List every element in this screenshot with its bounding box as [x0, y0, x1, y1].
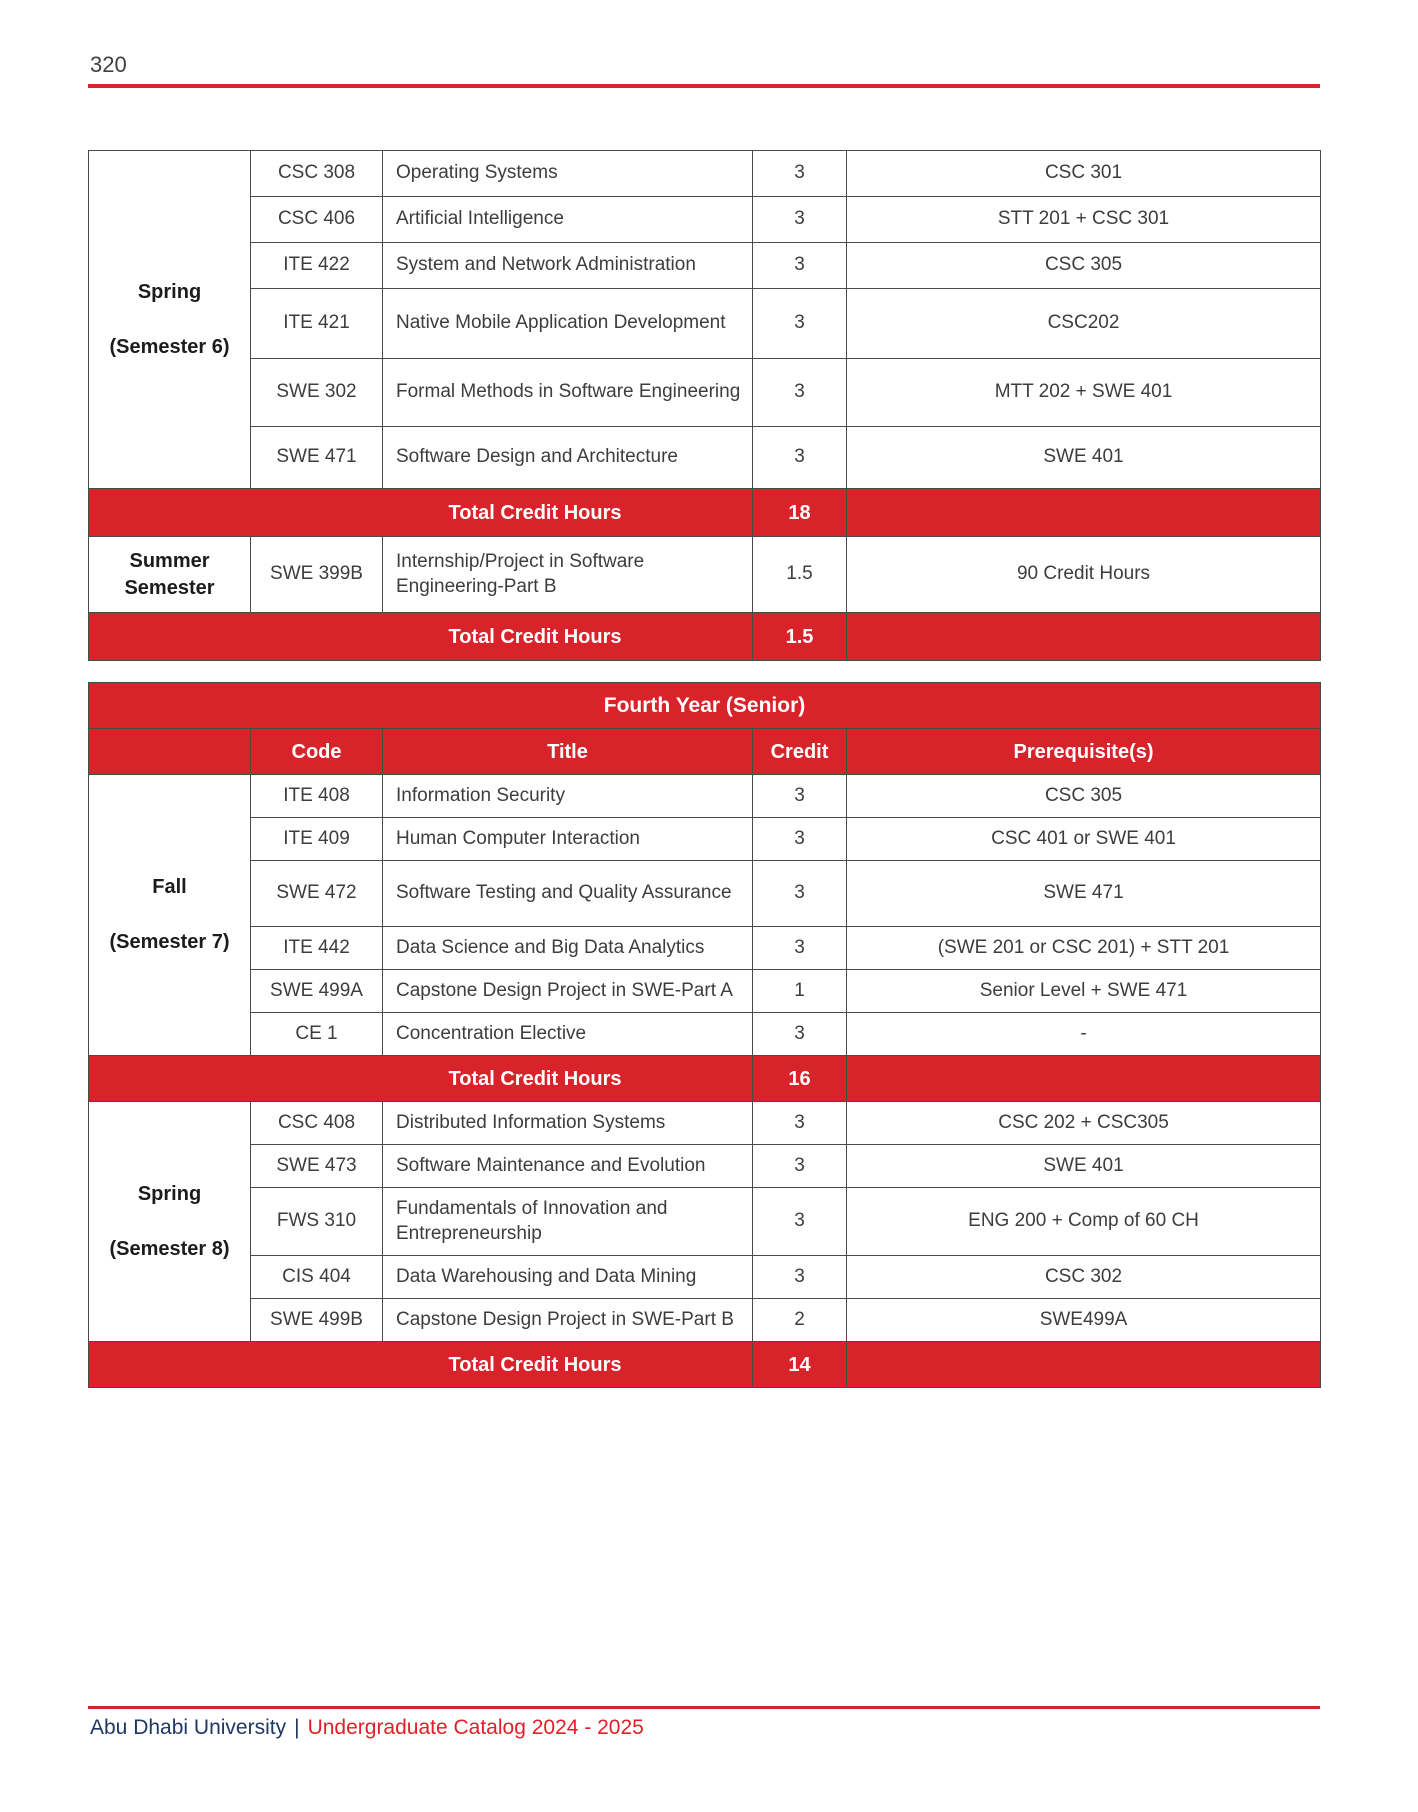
credit-hours: 2: [753, 1299, 847, 1342]
credit-hours: 3: [753, 861, 847, 927]
course-title: Data Science and Big Data Analytics: [383, 927, 753, 970]
table-row: [89, 818, 1321, 861]
total-credit-hours-row: [89, 1056, 1321, 1102]
semester-number: (Semester 8): [109, 1237, 230, 1260]
course-code: ITE 422: [251, 243, 383, 289]
semester-number: (Semester 6): [109, 335, 230, 358]
table-row: [89, 1145, 1321, 1188]
total-label: Total Credit Hours: [89, 489, 753, 537]
course-code: SWE 471: [251, 427, 383, 489]
total-label: Total Credit Hours: [89, 1056, 753, 1102]
table-row: [89, 1299, 1321, 1342]
table-row: [89, 243, 1321, 289]
course-title: Native Mobile Application Development: [383, 289, 753, 359]
total-value: 18: [753, 489, 847, 537]
credit-hours: 3: [753, 1013, 847, 1056]
course-code: CIS 404: [251, 1256, 383, 1299]
column-header-credit: Credit: [753, 729, 847, 775]
table-row: [89, 1256, 1321, 1299]
semester-name: Summer: [129, 549, 210, 572]
credit-hours: 3: [753, 1256, 847, 1299]
prerequisite: MTT 202 + SWE 401: [847, 359, 1321, 427]
course-title: Concentration Elective: [383, 1013, 753, 1056]
table-row: [89, 359, 1321, 427]
prerequisite: ENG 200 + Comp of 60 CH: [847, 1188, 1321, 1256]
course-code: FWS 310: [251, 1188, 383, 1256]
course-title: Fundamentals of Innovation and Entrepreneurship: [383, 1188, 753, 1256]
course-code: CSC 406: [251, 197, 383, 243]
semester-number: (Semester 7): [109, 931, 230, 953]
prerequisite: SWE 471: [847, 861, 1321, 927]
total-blank-cell: [847, 1056, 1321, 1102]
table-row: [89, 861, 1321, 927]
total-value: 1.5: [753, 613, 847, 661]
course-title: Software Testing and Quality Assurance: [383, 861, 753, 927]
course-title: Formal Methods in Software Engineering: [383, 359, 753, 427]
course-title: Human Computer Interaction: [383, 818, 753, 861]
footer-rule: [88, 1706, 1320, 1709]
page-number: 320: [90, 52, 127, 77]
table-row: [89, 970, 1321, 1013]
total-credit-hours-row: [89, 489, 1321, 537]
total-label: Total Credit Hours: [89, 613, 753, 661]
prerequisite: CSC 305: [847, 243, 1321, 289]
total-blank-cell: [847, 613, 1321, 661]
table-row: [89, 427, 1321, 489]
prerequisite: CSC 302: [847, 1256, 1321, 1299]
table-row: [89, 1102, 1321, 1145]
prerequisite: CSC202: [847, 289, 1321, 359]
course-code: ITE 409: [251, 818, 383, 861]
credit-hours: 3: [753, 243, 847, 289]
prerequisite: CSC 301: [847, 151, 1321, 197]
prerequisite: Senior Level + SWE 471: [847, 970, 1321, 1013]
prerequisite: STT 201 + CSC 301: [847, 197, 1321, 243]
credit-hours: 3: [753, 927, 847, 970]
semester-cell: [89, 1102, 251, 1342]
spring-summer-course-table: [88, 150, 1321, 661]
semester-cell: [89, 775, 251, 1056]
credit-hours: 3: [753, 1145, 847, 1188]
prerequisite: CSC 202 + CSC305: [847, 1102, 1321, 1145]
table-row: [89, 289, 1321, 359]
table-row: [89, 197, 1321, 243]
course-code: ITE 421: [251, 289, 383, 359]
column-header-prerequisites: Prerequisite(s): [847, 729, 1321, 775]
column-header-code: Code: [251, 729, 383, 775]
course-title: Internship/Project in Software Engineering-Part B: [383, 537, 753, 613]
prerequisite: 90 Credit Hours: [847, 537, 1321, 613]
semester-cell: [89, 151, 251, 489]
prerequisite: -: [847, 1013, 1321, 1056]
fourth-year-senior-table: [88, 682, 1321, 1388]
course-title: System and Network Administration: [383, 243, 753, 289]
course-code: ITE 442: [251, 927, 383, 970]
semester-name: Spring: [137, 1182, 202, 1205]
course-title: Capstone Design Project in SWE-Part B: [383, 1299, 753, 1342]
course-title: Artificial Intelligence: [383, 197, 753, 243]
total-credit-hours-row: [89, 613, 1321, 661]
course-title: Capstone Design Project in SWE-Part A: [383, 970, 753, 1013]
table-row: [89, 1013, 1321, 1056]
footer-separator: |: [294, 1716, 300, 1739]
course-title: Distributed Information Systems: [383, 1102, 753, 1145]
prerequisite: SWE 401: [847, 1145, 1321, 1188]
footer: [90, 1716, 644, 1740]
course-code: SWE 399B: [251, 537, 383, 613]
semester-name-line2: Semester: [124, 576, 215, 599]
credit-hours: 1.5: [753, 537, 847, 613]
total-value: 16: [753, 1056, 847, 1102]
footer-catalog: Undergraduate Catalog 2024 - 2025: [307, 1716, 644, 1739]
table-title-row: [89, 683, 1321, 729]
prerequisite: SWE499A: [847, 1299, 1321, 1342]
footer-university: Abu Dhabi University: [90, 1716, 287, 1739]
course-code: SWE 473: [251, 1145, 383, 1188]
credit-hours: 3: [753, 427, 847, 489]
table-row: [89, 1188, 1321, 1256]
credit-hours: 3: [753, 359, 847, 427]
prerequisite: CSC 305: [847, 775, 1321, 818]
table-row: [89, 927, 1321, 970]
column-header-title: Title: [383, 729, 753, 775]
course-code: SWE 302: [251, 359, 383, 427]
course-title: Data Warehousing and Data Mining: [383, 1256, 753, 1299]
semester-cell: [89, 537, 251, 613]
credit-hours: 3: [753, 1102, 847, 1145]
total-label: Total Credit Hours: [89, 1342, 753, 1388]
course-code: SWE 472: [251, 861, 383, 927]
credit-hours: 3: [753, 151, 847, 197]
total-blank-cell: [847, 489, 1321, 537]
total-blank-cell: [847, 1342, 1321, 1388]
credit-hours: 3: [753, 197, 847, 243]
semester-name: Spring: [137, 280, 202, 303]
column-header-row: [89, 729, 1321, 775]
total-credit-hours-row: [89, 1342, 1321, 1388]
course-title: Operating Systems: [383, 151, 753, 197]
course-code: SWE 499B: [251, 1299, 383, 1342]
credit-hours: 3: [753, 289, 847, 359]
credit-hours: 3: [753, 818, 847, 861]
course-code: CE 1: [251, 1013, 383, 1056]
table-row: [89, 537, 1321, 613]
column-header-semester-blank: [89, 729, 251, 775]
course-code: SWE 499A: [251, 970, 383, 1013]
prerequisite: SWE 401: [847, 427, 1321, 489]
credit-hours: 3: [753, 775, 847, 818]
total-value: 14: [753, 1342, 847, 1388]
table-row: [89, 775, 1321, 818]
prerequisite: CSC 401 or SWE 401: [847, 818, 1321, 861]
top-rule: [88, 84, 1320, 88]
course-code: ITE 408: [251, 775, 383, 818]
table-title: Fourth Year (Senior): [89, 683, 1321, 729]
course-code: CSC 308: [251, 151, 383, 197]
semester-name: Fall: [152, 876, 187, 898]
credit-hours: 3: [753, 1188, 847, 1256]
course-title: Information Security: [383, 775, 753, 818]
table-row: [89, 151, 1321, 197]
prerequisite: (SWE 201 or CSC 201) + STT 201: [847, 927, 1321, 970]
course-title: Software Maintenance and Evolution: [383, 1145, 753, 1188]
credit-hours: 1: [753, 970, 847, 1013]
course-title: Software Design and Architecture: [383, 427, 753, 489]
course-code: CSC 408: [251, 1102, 383, 1145]
